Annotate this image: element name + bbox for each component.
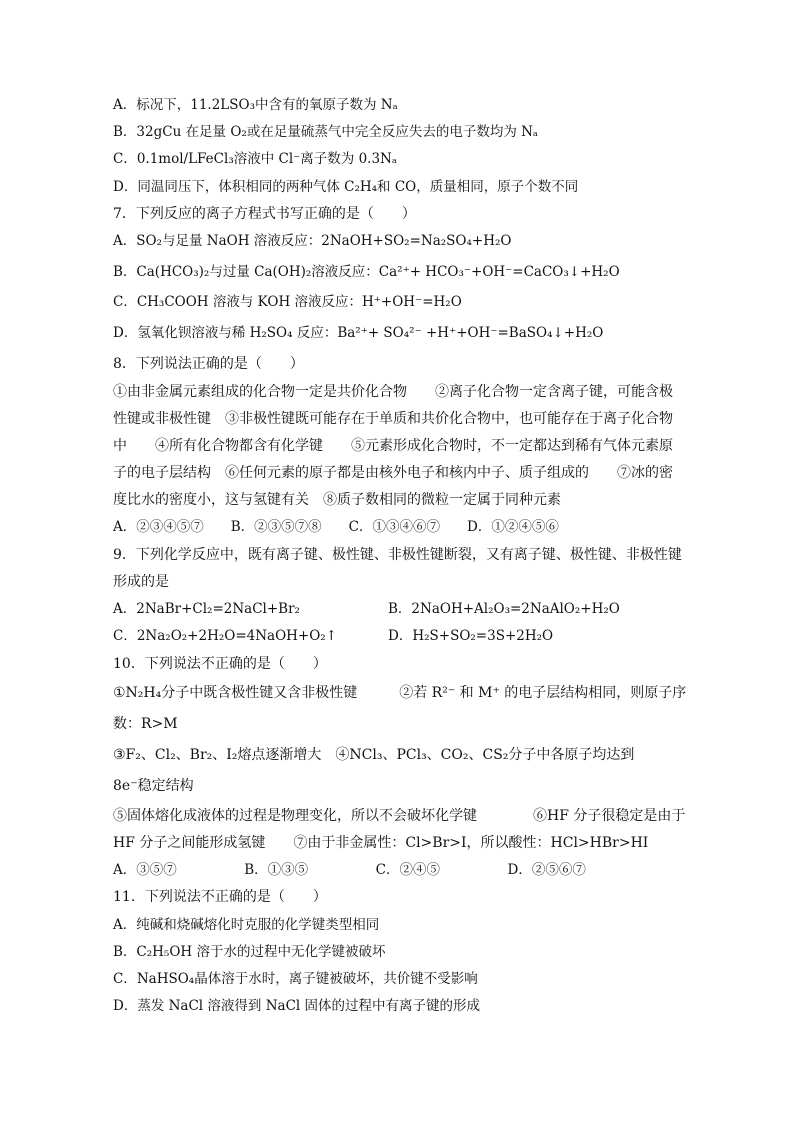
q10-statement-line-4: 8e⁻稳定结构	[113, 778, 194, 794]
q10-statement-line-6: HF 分子之间能形成氢键 ⑦由于非金属性：Cl>Br>I，所以酸性：HCl>HBr>HI	[113, 835, 649, 851]
q11-option-d: D．蒸发 NaCl 溶液得到 NaCl 固体的过程中有离子键的形成	[113, 998, 481, 1014]
q10-options: A．③⑤⑦ B．①③⑤ C．②④⑤ D．②⑤⑥⑦	[113, 862, 586, 878]
q9-option-a: A．2NaBr+Cl₂=2NaCl+Br₂	[113, 601, 300, 617]
q8-statement-line-1: ①由非金属元素组成的化合物一定是共价化合物 ②离子化合物一定含离子键，可能含极	[113, 384, 673, 400]
q6-option-a: A．标况下，11.2LSO₃中含有的氧原子数为 Nₐ	[113, 97, 398, 113]
q8-statement-line-4: 子的电子层结构 ⑥任何元素的原子都是由核外电子和核内中子、质子组成的 ⑦冰的密	[113, 465, 673, 481]
q10-statement-line-1: ①N₂H₄分子中既含极性键又含非极性键 ②若 R²⁻ 和 M⁺ 的电子层结构相同，则原子序	[113, 685, 687, 701]
q7-option-c: C．CH₃COOH 溶液与 KOH 溶液反应：H⁺+OH⁻=H₂O	[113, 294, 462, 310]
question-11-stem: 11．下列说法不正确的是（ ）	[113, 889, 327, 905]
q11-option-a: A．纯碱和烧碱熔化时克服的化学键类型相同	[113, 917, 380, 933]
q8-statement-line-3: 中 ④所有化合物都含有化学键 ⑤元素形成化合物时，不一定都达到稀有气体元素原	[113, 438, 673, 454]
q7-option-a: A．SO₂与足量 NaOH 溶液反应：2NaOH+SO₂=Na₂SO₄+H₂O	[113, 233, 512, 249]
question-9-stem: 9．下列化学反应中，既有离子键、极性键、非极性键断裂，又有离子键、极性键、非极性键	[113, 547, 682, 563]
q10-statement-line-2: 数：R>M	[113, 716, 178, 732]
q11-option-c: C．NaHSO₄晶体溶于水时，离子键被破坏，共价键不受影响	[113, 971, 478, 987]
q6-option-d: D．同温同压下，体积相同的两种气体 C₂H₄和 CO，质量相同，原子个数不同	[113, 179, 579, 195]
q8-statement-line-2: 性键或非极性键 ③非极性键既可能存在于单质和共价化合物中，也可能存在于离子化合物	[113, 411, 673, 427]
q9-option-b: B．2NaOH+Al₂O₃=2NaAlO₂+H₂O	[388, 601, 620, 617]
q7-option-d: D．氢氧化钡溶液与稀 H₂SO₄ 反应：Ba²⁺+ SO₄²⁻ +H⁺+OH⁻=BaSO₄↓+H₂O	[113, 325, 604, 341]
question-10-stem: 10．下列说法不正确的是（ ）	[113, 656, 327, 672]
question-7-stem: 7．下列反应的离子方程式书写正确的是（ ）	[113, 206, 416, 222]
q6-option-c: C．0.1mol/LFeCl₃溶液中 Cl⁻离子数为 0.3Nₐ	[113, 151, 398, 167]
question-8-stem: 8．下列说法正确的是（ ）	[113, 356, 304, 372]
q8-statement-line-5: 度比水的密度小，这与氢键有关 ⑧质子数相同的微粒一定属于同种元素	[113, 492, 561, 508]
q11-option-b: B．C₂H₅OH 溶于水的过程中无化学键被破坏	[113, 944, 386, 960]
q9-option-d: D．H₂S+SO₂=3S+2H₂O	[388, 628, 554, 644]
q6-option-b: B．32gCu 在足量 O₂或在足量硫蒸气中完全反应失去的电子数均为 Nₐ	[113, 124, 539, 140]
q10-statement-line-3: ③F₂、Cl₂、Br₂、I₂熔点逐渐增大 ④NCl₃、PCl₃、CO₂、CS₂分子中各原子均达到	[113, 747, 635, 763]
q7-option-b: B．Ca(HCO₃)₂与过量 Ca(OH)₂溶液反应：Ca²⁺+ HCO₃⁻+OH⁻=CaCO₃↓+H₂O	[113, 264, 620, 280]
q9-option-c: C．2Na₂O₂+2H₂O=4NaOH+O₂↑	[113, 628, 338, 644]
question-9-stem-cont: 形成的是	[113, 574, 169, 590]
q10-statement-line-5: ⑤固体熔化成液体的过程是物理变化，所以不会破坏化学键 ⑥HF 分子很稳定是由于	[113, 808, 686, 824]
q8-options: A．②③④⑤⑦ B．②③⑤⑦⑧ C．①③④⑥⑦ D．①②④⑤⑥	[113, 519, 559, 535]
